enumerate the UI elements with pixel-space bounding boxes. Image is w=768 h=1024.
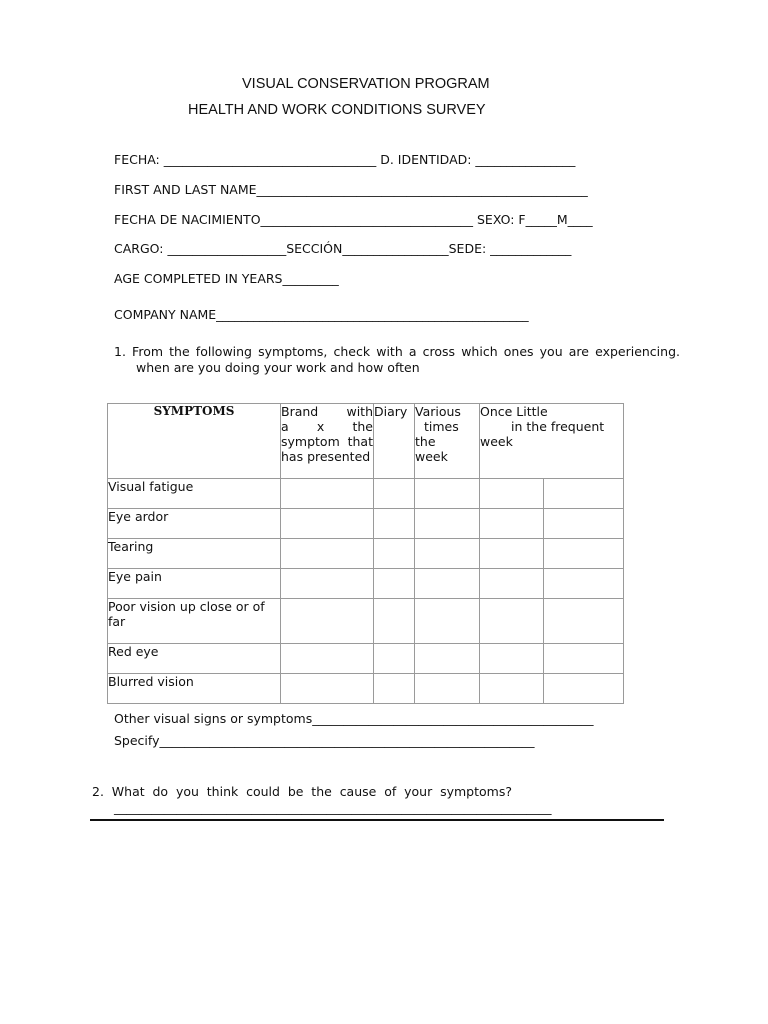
table-row xyxy=(108,599,624,644)
check-cell[interactable] xyxy=(415,644,480,674)
various-header-line: Various xyxy=(415,404,461,419)
symptoms-table xyxy=(107,403,624,704)
company-name-field[interactable]: COMPANY NAME__________________________________________________ xyxy=(114,307,529,322)
check-cell[interactable] xyxy=(281,539,374,569)
check-cell[interactable] xyxy=(544,509,624,539)
brand-header-line: symptom that xyxy=(281,434,373,449)
check-cell[interactable] xyxy=(281,599,374,644)
table-row xyxy=(108,569,624,599)
symptom-label: Visual fatigue xyxy=(108,479,281,509)
brand-column-header xyxy=(281,404,374,479)
fecha-identidad-field[interactable]: FECHA: __________________________________ D. IDENTIDAD: ________________ xyxy=(114,152,576,167)
various-header-line: times xyxy=(424,419,459,434)
survey-title-program: VISUAL CONSERVATION PROGRAM xyxy=(242,76,490,92)
table-row xyxy=(108,509,624,539)
check-cell[interactable] xyxy=(415,569,480,599)
brand-header-line: Brand with xyxy=(281,404,373,419)
symptom-label: Eye pain xyxy=(108,569,281,599)
question-1-text: 1. From the following symptoms, check with a cross which ones you are experiencing. xyxy=(114,344,680,359)
symptom-label: Tearing xyxy=(108,539,281,569)
age-field[interactable]: AGE COMPLETED IN YEARS_________ xyxy=(114,271,339,286)
check-cell[interactable] xyxy=(544,644,624,674)
symptom-label: Blurred vision xyxy=(108,674,281,704)
check-cell[interactable] xyxy=(415,674,480,704)
once-little-frequent-column-header xyxy=(480,404,624,479)
check-cell[interactable] xyxy=(480,509,544,539)
check-cell[interactable] xyxy=(480,644,544,674)
various-header-line: week xyxy=(415,449,448,464)
various-header-line: the xyxy=(415,434,436,449)
divider-rule xyxy=(90,819,664,821)
check-cell[interactable] xyxy=(544,674,624,704)
check-cell[interactable] xyxy=(544,479,624,509)
various-column-header xyxy=(415,404,480,479)
symptom-label: Eye ardor xyxy=(108,509,281,539)
cargo-seccion-sede-field[interactable]: CARGO: ___________________SECCIÓN_________________SEDE: _____________ xyxy=(114,241,572,256)
check-cell[interactable] xyxy=(281,674,374,704)
check-cell[interactable] xyxy=(480,674,544,704)
check-cell[interactable] xyxy=(544,569,624,599)
full-name-field[interactable]: FIRST AND LAST NAME_____________________________________________________ xyxy=(114,182,588,197)
question-2-text: 2. What do you think could be the cause of your symptoms? xyxy=(92,784,512,799)
check-cell[interactable] xyxy=(374,674,415,704)
check-cell[interactable] xyxy=(415,479,480,509)
check-cell[interactable] xyxy=(415,599,480,644)
check-cell[interactable] xyxy=(374,539,415,569)
other-symptoms-field[interactable]: Other visual signs or symptoms_____________________________________________ xyxy=(114,711,594,726)
check-cell[interactable] xyxy=(374,479,415,509)
check-cell[interactable] xyxy=(480,479,544,509)
check-cell[interactable] xyxy=(281,569,374,599)
check-cell[interactable] xyxy=(281,644,374,674)
check-cell[interactable] xyxy=(374,599,415,644)
check-cell[interactable] xyxy=(281,509,374,539)
specify-field[interactable]: Specify____________________________________________________________ xyxy=(114,733,535,748)
check-cell[interactable] xyxy=(544,539,624,569)
check-cell[interactable] xyxy=(480,539,544,569)
check-cell[interactable] xyxy=(415,539,480,569)
table-row xyxy=(108,644,624,674)
diary-column-header: Diary xyxy=(374,404,415,479)
check-cell[interactable] xyxy=(281,479,374,509)
symptoms-column-header: SYMPTOMS xyxy=(108,404,281,479)
table-row xyxy=(108,674,624,704)
question-2-answer-line[interactable]: ______________________________________________________________________ xyxy=(114,800,552,815)
birth-date-sex-field[interactable]: FECHA DE NACIMIENTO__________________________________ SEXO: F_____M____ xyxy=(114,212,593,227)
once-header-line: in the frequent xyxy=(511,419,605,434)
check-cell[interactable] xyxy=(480,599,544,644)
survey-title-survey: HEALTH AND WORK CONDITIONS SURVEY xyxy=(188,102,486,118)
check-cell[interactable] xyxy=(374,644,415,674)
question-1-text-continued: when are you doing your work and how often xyxy=(136,360,420,375)
once-header-line: Once Little xyxy=(480,404,548,419)
check-cell[interactable] xyxy=(374,569,415,599)
table-row xyxy=(108,479,624,509)
table-row xyxy=(108,539,624,569)
brand-header-line: has presented xyxy=(281,449,371,464)
symptom-label: Poor vision up close or of far xyxy=(108,599,281,644)
once-header-line: week xyxy=(480,434,513,449)
check-cell[interactable] xyxy=(480,569,544,599)
check-cell[interactable] xyxy=(544,599,624,644)
check-cell[interactable] xyxy=(415,509,480,539)
check-cell[interactable] xyxy=(374,509,415,539)
symptom-label: Red eye xyxy=(108,644,281,674)
brand-header-line: a x the xyxy=(281,419,373,434)
